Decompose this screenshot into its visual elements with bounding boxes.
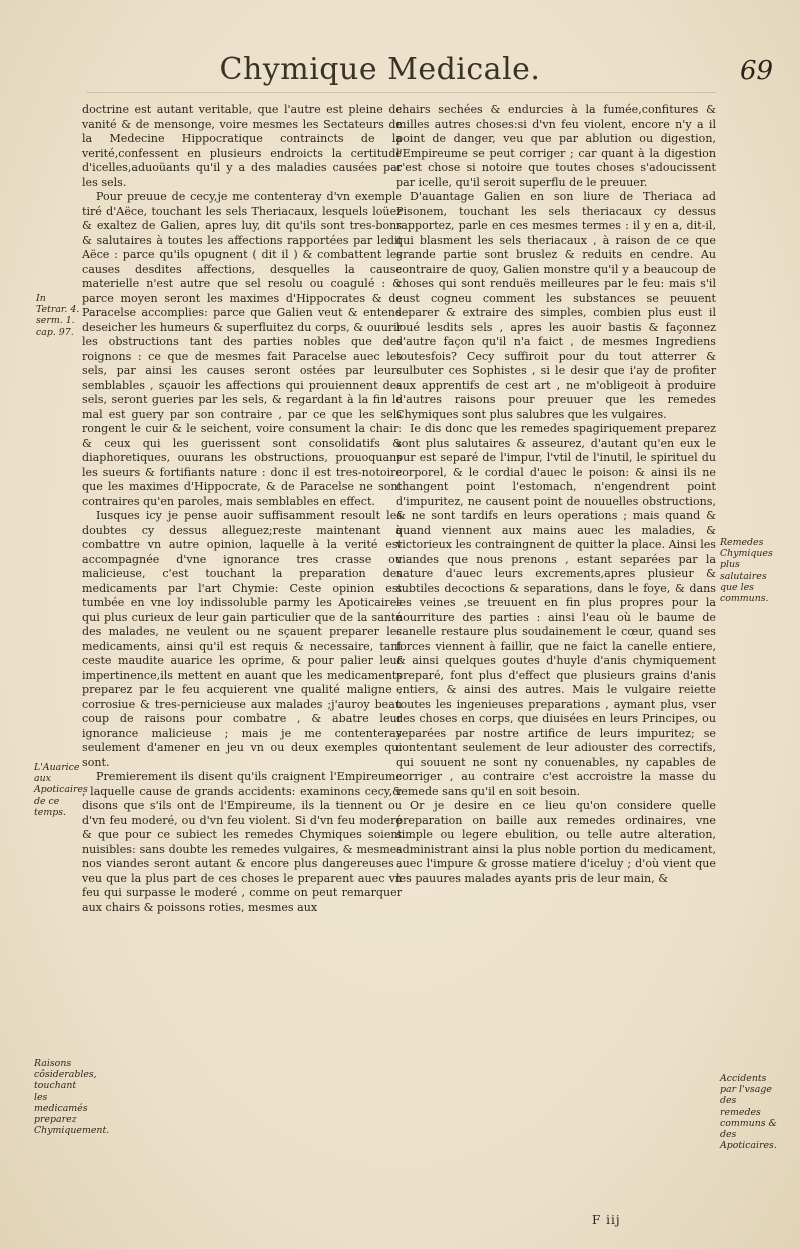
margin-note: Accidents par l'vsage des remedes communs & des Apoticaires. (720, 1073, 777, 1152)
running-title: Chymique Medicale. (219, 52, 541, 87)
margin-note: Remedes Chymiques plus salutaires que les communs. (720, 537, 773, 605)
page-number: 69 (740, 56, 774, 86)
margin-note: L'Auarice aux Apoticaires de ce temps. (34, 762, 88, 818)
paragraph: doctrine est autant veritable, que l'autre est pleine de vanité & de mensonge, voire mesmes les Sectateurs de la Medecine Hippocratique contraincts de la verité,confessent en plusieurs endroicts la certitude d'icelles,aduoüants qu'il y a des maladies causées par les sels. (82, 103, 402, 189)
paragraph: D'auantage Galien en son liure de Theriaca ad Pisonem, touchant les sels theriacaux cy dessus rapportez, parle en ces mesmes termes : il y en a, dit-il, qui blasment les sels theriacaux , à raison de ce que grande partie sont bruslez & reduits en cendre. Au contraire de quoy, Galien monstre qu'il y a beaucoup de choses qui sont renduës meilleures par le feu: mais s'il eust cogneu comment les substances se peuuent separer & extraire des simples, combien plus eust il loué lesdits sels , apres les auoir bastis & façonnez d'autre façon qu'il n'a faict , de mesmes Ingrediens toutesfois? Cecy suffiroit pour du tout atterrer & culbuter ces Sophistes , si le desir que i'ay de profiter aux apprentifs de cest art , ne m'obligeoit à produire d'autres raisons pour preuuer que les remedes Chymiques sont plus salubres que les vulgaires. (396, 190, 716, 421)
paragraph: chairs sechées & endurcies à la fumée,confitures & milles autres choses:si d'vn feu violent, encore n'y a il point de danger, veu que par ablution ou digestion, l'Empireume se peut corriger ; car quant à la digestion c'est chose si notoire que toutes choses s'adoucissent par icelle, qu'il seroit superflu de le preuuer. (396, 103, 716, 189)
paragraph: Pour preuue de cecy,je me contenteray d'vn exemple tiré d'Aëce, touchant les sels Theriacaux, lesquels loüez & exaltez de Galien, apres luy, dit qu'ils sont tres-bons & salutaires à toutes les affections rapportées par ledit Aëce : parce qu'ils opugnent ( dit il ) & combattent les causes desdites affections, desquelles la cause materielle n'est autre que sel resolu ou coagulé : & parce moyen seront les maximes d'Hippocrates & de Paracelse accomplies: parce que Galien veut & entend deseicher les humeurs & superfluitez du corps, & ouurir les obstructions tant des parties nobles que des roignons : ce que de mesmes fait Paracelse auec les sels, par ainsi les causes seront ostées par leurs semblables , sçauoir les affections qui prouiennent des sels, seront gueries par les sels, & regardant à la fin le mal est guery par son contraire , par ce que les sels rongent le cuir & le seichent, voire consument la chair: & ceux qui les guerissent sont consolidatifs & diaphoretiques, ouurans les obstructions, prouoquans les sueurs & fortifiants nature : donc il est tres-notoire que les maximes d'Hippocrate, & de Paracelse ne sont contraires qu'en paroles, mais semblables en effect. (82, 190, 402, 508)
margin-note: In Tetrar. 4. serm. 1. cap. 97. (36, 293, 80, 338)
left-text-column (82, 103, 402, 915)
paragraph: Ie dis donc que les remedes spagiriquement preparez sont plus salutaires & asseurez, d'autant qu'en eux le pur est separé de l'impur, l'vtil de l'inutil, le spirituel du corporel, & le cordial d'auec le poison: & ainsi ils ne changent point l'estomach, n'engendrent point d'impuritez, ne causent point de nouuelles obstructions, & ne sont tardifs en leurs operations ; mais quand & quand viennent aux mains auec les maladies, & victorieux les contraingnent de quitter la place. Ainsi les viandes que nous prenons , estant separées par la nature d'auec leurs excrements,apres plusieur & subtiles decoctions & separations, dans le foye, & dans les veines ,se treuuent en fin plus propres pour la nourriture des parties : ainsi l'eau où le baume de canelle restaure plus soudainement le cœur, quand ses forces viennent à faillir, que ne faict la canelle entiere, & ainsi quelques goutes d'huyle d'anis chymiquement preparé, font plus d'effect que plusieurs grains d'anis entiers, & ainsi des autres. Mais le vulgaire reiette toutes les ingenieuses preparations , aymant plus, vser des choses en corps, que diuisées en leurs Principes, ou separées par nostre artifice de leurs impuritez; se contentant seulement de leur adiouster des correctifs, qui souuent ne sont ny conuenables, ny capables de corriger , au contraire c'est accroistre la masse du remede sans qu'il en soit besoin. (396, 422, 716, 798)
paragraph: Or je desire en ce lieu qu'on considere quelle preparation on baille aux remedes ordinaires, vne simple ou legere ebulition, ou telle autre alteration, administrant ainsi la plus noble portion du medicament, auec l'impure & grosse matiere d'iceluy ; d'où vient que les pauures malades ayants pris de leur main, & (396, 799, 716, 885)
right-text-column (396, 103, 716, 886)
paragraph: Iusques icy je pense auoir suffisamment resoult les doubtes cy dessus alleguez;reste maintenant à combattre vn autre opinion, laquelle à la verité est accompagnée d'vne ignorance tres crasse ou malicieuse, c'est touchant la preparation des medicaments par l'art Chymie: Ceste opinion est tumbée en vne loy indissoluble parmy les Apoticaires qui plus curieux de leur gain particulier que de la santé des malades, ne veulent ou ne sçauent preparer les medicaments, ainsi qu'il est requis & necessaire, tant ceste maudite auarice les oprime, & pour palier leur impertinence,ils mettent en auant que les medicaments preparez par le feu acquierent vne qualité maligne , corrosiue & tres-pernicieuse aux malades ;j'auroy beau coup de raisons pour combatre , & abatre leur ignorance malicieuse ; mais je me contenteray seulement d'amener en jeu vn ou deux exemples qui sont. (82, 509, 402, 769)
header-rule (86, 92, 716, 93)
signature-mark: F iij (592, 1213, 621, 1227)
paragraph: Premierement ils disent qu'ils craignent l'Empireume , laquelle cause de grands accidents: examinons cecy,& disons que s'ils ont de l'Empireume, ils la tiennent ou d'vn feu moderé, ou d'vn feu violent. Si d'vn feu moderé & que pour ce subiect les remedes Chymiques soient nuisibles: sans doubte les remedes vulgaires, & mesmes nos viandes seront autant & encore plus dangereuses , veu que la plus part de ces choses le preparent auec vn feu qui surpasse le moderé , comme on peut remarquer aux chairs & poissons roties, mesmes aux (82, 770, 402, 914)
margin-note: Raisons côsiderables, touchant les medicamés preparez Chymiquement. (34, 1058, 110, 1137)
